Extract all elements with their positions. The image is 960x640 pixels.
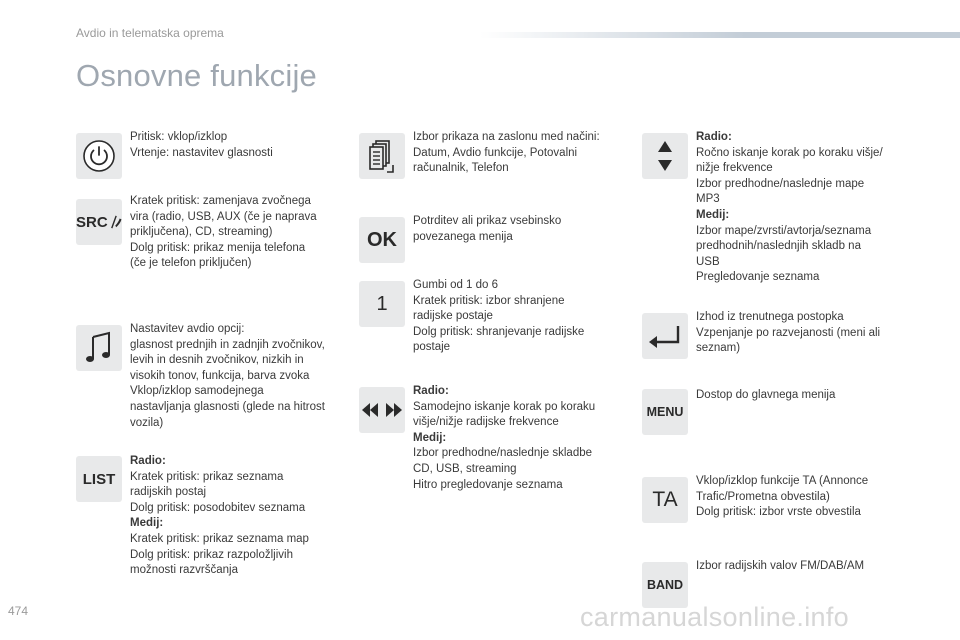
- desc-line: CD, USB, streaming: [413, 462, 517, 475]
- header-rule: [480, 32, 960, 38]
- desc-line: visokih tonov, funkcija, barva zvoka: [130, 369, 310, 382]
- display-mode-svg: [367, 139, 397, 173]
- band-description: [696, 559, 864, 575]
- page-number: 474: [8, 604, 29, 618]
- desc-line: Pregledovanje seznama: [696, 271, 820, 284]
- desc-line: Izbor prikaza na zaslonu med načini:: [413, 131, 600, 143]
- list-description: [130, 454, 309, 579]
- desc-line: Nastavitev avdio opcij:: [130, 323, 245, 335]
- desc-line: Kratek pritisk: prikaz seznama: [130, 470, 284, 483]
- list-icon-label: LIST: [82, 470, 116, 488]
- desc-line: Samodejno iskanje korak po koraku: [413, 400, 596, 413]
- desc-line: predhodnih/naslednjih skladb na: [696, 240, 861, 253]
- desc-line: Kratek pritisk: zamenjava zvočnega: [130, 195, 311, 207]
- desc-line: MP3: [696, 193, 720, 206]
- up-down-arrows-icon: [642, 133, 688, 179]
- src-description: [130, 194, 317, 272]
- phone-icon: [110, 214, 122, 230]
- power-icon: [76, 133, 122, 179]
- desc-line: Vrtenje: nastavitev glasnosti: [130, 146, 273, 159]
- page-title: Osnovne funkcije: [76, 58, 317, 93]
- desc-line: nastavljanja glasnosti (glede na hitrost: [130, 400, 325, 413]
- desc-line: Vklop/izklop funkcije TA (Annonce: [696, 475, 869, 487]
- updown-description: [696, 130, 883, 286]
- desc-line: višje/nižje radijske frekvence: [413, 416, 559, 429]
- ok-icon-label: OK: [367, 228, 397, 251]
- desc-line: povezanega menija: [413, 230, 513, 243]
- seek-arrows-icon: [359, 387, 405, 433]
- menu-description: [696, 388, 835, 404]
- display-description: [413, 130, 600, 177]
- back-description: [696, 310, 880, 357]
- list-icon: [76, 456, 122, 502]
- desc-line: seznam): [696, 342, 741, 355]
- desc-line: postaje: [413, 341, 451, 354]
- music-note-icon: [76, 325, 122, 371]
- desc-line: računalnik, Telefon: [413, 162, 509, 175]
- watermark: carmanualsonline.info: [580, 602, 849, 632]
- desc-line: nižje frekvence: [696, 162, 773, 175]
- display-mode-icon: [359, 133, 405, 179]
- desc-line: Izbor mape/zvrsti/avtorja/seznama: [696, 224, 872, 237]
- desc-line: Izbor predhodne/naslednje mape: [696, 177, 865, 190]
- desc-line: Trafic/Prometna obvestila): [696, 490, 830, 503]
- desc-line: Hitro pregledovanje seznama: [413, 478, 563, 491]
- ok-description: [413, 214, 561, 245]
- up-down-arrows-svg: [656, 139, 674, 173]
- ta-icon-label: TA: [652, 488, 678, 511]
- desc-line: radijskih postaj: [130, 486, 207, 499]
- desc-heading: Radio:: [413, 385, 449, 397]
- band-icon-label: BAND: [646, 578, 684, 592]
- desc-line: glasnost prednjih in zadnjih zvočnikov,: [130, 338, 325, 351]
- desc-line: Kratek pritisk: prikaz seznama map: [130, 532, 309, 545]
- src-icon-label: SRC: [76, 213, 108, 231]
- ta-description: [696, 474, 868, 521]
- ta-icon: [642, 477, 688, 523]
- desc-line: Izbor radijskih valov FM/DAB/AM: [696, 560, 865, 572]
- seek-arrows-svg: [362, 402, 402, 418]
- desc-line: Dolg pritisk: izbor vrste obvestila: [696, 506, 861, 519]
- desc-heading: Medij:: [130, 517, 164, 530]
- music-note-svg: [84, 331, 114, 365]
- desc-line: Dolg pritisk: shranjevanje radijske: [413, 325, 585, 338]
- back-arrow-icon: [642, 313, 688, 359]
- ok-icon: [359, 217, 405, 263]
- back-arrow-svg: [648, 324, 682, 348]
- preset-number-icon: [359, 281, 405, 327]
- desc-line: vozila): [130, 416, 164, 429]
- desc-line: Vzpenjanje po razvejanosti (meni ali: [696, 326, 881, 339]
- desc-heading: Radio:: [696, 131, 732, 143]
- desc-line: Dolg pritisk: prikaz razpoložljivih: [130, 548, 293, 561]
- power-icon-svg: [82, 139, 116, 173]
- desc-line: Gumbi od 1 do 6: [413, 279, 499, 291]
- audio-description: [130, 322, 325, 431]
- section-header: Avdio in telematska oprema: [76, 26, 224, 40]
- desc-line: Ročno iskanje korak po koraku višje/: [696, 146, 883, 159]
- desc-line: Dostop do glavnega menija: [696, 389, 836, 401]
- desc-line: (če je telefon priključen): [130, 257, 252, 270]
- desc-heading: Medij:: [413, 431, 447, 444]
- preset-icon-label: 1: [376, 292, 388, 315]
- desc-line: Vklop/izklop samodejnega: [130, 385, 264, 398]
- menu-icon: [642, 389, 688, 435]
- desc-line: radijske postaje: [413, 310, 493, 323]
- desc-line: Izbor predhodne/naslednje skladbe: [413, 447, 593, 460]
- seek-description: [413, 384, 595, 493]
- desc-line: priključena), CD, streaming): [130, 226, 273, 239]
- presets-description: [413, 278, 584, 356]
- desc-line: USB: [696, 255, 720, 268]
- desc-line: Datum, Avdio funkcije, Potovalni: [413, 146, 578, 159]
- desc-line: možnosti razvrščanja: [130, 564, 239, 577]
- desc-heading: Medij:: [696, 208, 730, 221]
- desc-line: Izhod iz trenutnega postopka: [696, 311, 844, 323]
- desc-line: Kratek pritisk: izbor shranjene: [413, 294, 565, 307]
- power-description: [130, 130, 273, 161]
- desc-line: vira (radio, USB, AUX (če je naprava: [130, 210, 317, 223]
- menu-icon-label: MENU: [646, 405, 684, 419]
- desc-line: levih in desnih zvočnikov, nizkih in: [130, 354, 304, 367]
- desc-line: Dolg pritisk: posodobitev seznama: [130, 501, 306, 514]
- src-phone-icon: [76, 199, 122, 245]
- desc-line: Potrditev ali prikaz vsebinsko: [413, 215, 562, 227]
- desc-heading: Radio:: [130, 455, 166, 467]
- desc-line: Dolg pritisk: prikaz menija telefona: [130, 241, 306, 254]
- desc-line: Pritisk: vklop/izklop: [130, 131, 228, 143]
